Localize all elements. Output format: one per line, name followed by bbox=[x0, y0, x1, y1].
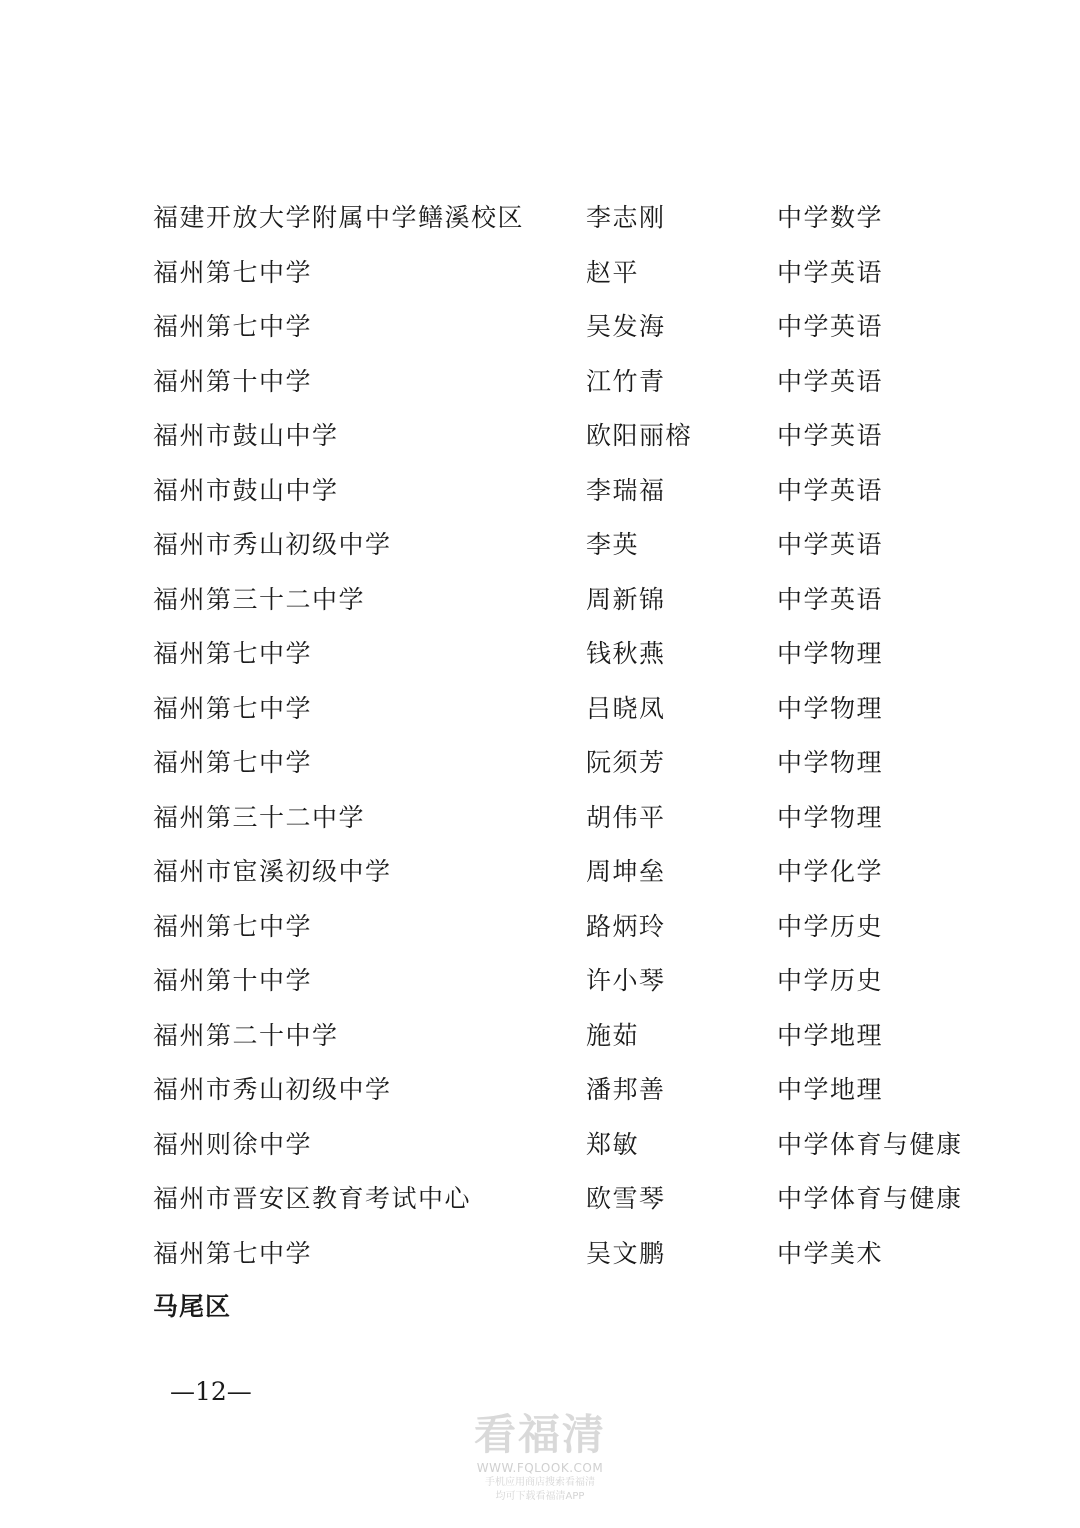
name-cell: 周新锦 bbox=[586, 584, 666, 614]
subject-cell: 中学物理 bbox=[777, 639, 884, 668]
teacher-list bbox=[0, 191, 1080, 1281]
subject-cell: 中学物理 bbox=[777, 748, 884, 777]
table-row bbox=[0, 1009, 1080, 1064]
table-row bbox=[0, 900, 1080, 955]
school-cell: 福州第十中学 bbox=[153, 966, 313, 995]
table-row bbox=[0, 300, 1080, 355]
subject-cell: 中学英语 bbox=[777, 530, 884, 559]
subject-cell: 中学英语 bbox=[777, 475, 884, 505]
watermark-line-1: 手机应用商店搜索看福清 bbox=[485, 1477, 595, 1488]
page-number: —12— bbox=[170, 1377, 252, 1406]
subject-cell: 中学物理 bbox=[777, 802, 884, 832]
school-cell: 福州第七中学 bbox=[153, 639, 313, 668]
name-cell: 周坤垒 bbox=[586, 857, 666, 886]
subject-cell: 中学体育与健康 bbox=[777, 1184, 963, 1213]
watermark bbox=[440, 1410, 640, 1504]
table-row bbox=[0, 1063, 1080, 1118]
subject-cell: 中学地理 bbox=[777, 1075, 884, 1104]
school-cell: 福州第三十二中学 bbox=[153, 584, 366, 614]
subject-cell: 中学历史 bbox=[777, 911, 884, 941]
name-cell: 潘邦善 bbox=[586, 1075, 666, 1104]
table-row bbox=[0, 464, 1080, 519]
subject-cell: 中学体育与健康 bbox=[777, 1129, 963, 1159]
name-cell: 李英 bbox=[586, 530, 640, 559]
name-cell: 欧雪琴 bbox=[586, 1184, 666, 1213]
school-cell: 福州第二十中学 bbox=[153, 1020, 339, 1050]
name-cell: 李志刚 bbox=[586, 203, 666, 232]
school-cell: 福州第七中学 bbox=[153, 693, 313, 723]
subject-cell: 中学化学 bbox=[777, 857, 884, 886]
school-cell: 福州第七中学 bbox=[153, 257, 313, 287]
name-cell: 路炳玲 bbox=[586, 911, 666, 941]
subject-cell: 中学英语 bbox=[777, 366, 884, 396]
table-row bbox=[0, 355, 1080, 410]
table-row bbox=[0, 1172, 1080, 1227]
section-title: 马尾区 bbox=[153, 1292, 232, 1321]
school-cell: 福州第七中学 bbox=[153, 911, 313, 941]
table-row bbox=[0, 736, 1080, 791]
name-cell: 吴发海 bbox=[586, 312, 666, 341]
school-cell: 福州市鼓山中学 bbox=[153, 421, 339, 450]
subject-cell: 中学英语 bbox=[777, 584, 884, 614]
school-cell: 福州第七中学 bbox=[153, 312, 313, 341]
subject-cell: 中学物理 bbox=[777, 693, 884, 723]
name-cell: 江竹青 bbox=[586, 366, 666, 396]
subject-cell: 中学英语 bbox=[777, 421, 884, 450]
school-cell: 福州市晋安区教育考试中心 bbox=[153, 1184, 472, 1213]
school-cell: 福州第三十二中学 bbox=[153, 802, 366, 832]
school-cell: 福州则徐中学 bbox=[153, 1129, 313, 1159]
table-row bbox=[0, 845, 1080, 900]
watermark-line-2: 均可下载看福清APP bbox=[495, 1491, 585, 1502]
school-cell: 福州市宦溪初级中学 bbox=[153, 857, 392, 886]
table-row bbox=[0, 1227, 1080, 1282]
table-row bbox=[0, 791, 1080, 846]
subject-cell: 中学美术 bbox=[777, 1238, 884, 1268]
subject-cell: 中学英语 bbox=[777, 257, 884, 287]
table-row bbox=[0, 573, 1080, 628]
school-cell: 福州市秀山初级中学 bbox=[153, 1075, 392, 1104]
name-cell: 胡伟平 bbox=[586, 802, 666, 832]
school-cell: 福州第十中学 bbox=[153, 366, 313, 396]
watermark-url: WWW.FQLOOK.COM bbox=[476, 1461, 604, 1475]
name-cell: 郑敏 bbox=[586, 1129, 640, 1159]
table-row bbox=[0, 246, 1080, 301]
name-cell: 施茹 bbox=[586, 1020, 640, 1050]
table-row bbox=[0, 518, 1080, 573]
school-cell: 福建开放大学附属中学鳝溪校区 bbox=[153, 203, 525, 232]
name-cell: 钱秋燕 bbox=[586, 639, 666, 668]
watermark-logo: 看福清 bbox=[473, 1410, 606, 1459]
school-cell: 福州第七中学 bbox=[153, 1238, 313, 1268]
subject-cell: 中学地理 bbox=[777, 1020, 884, 1050]
name-cell: 李瑞福 bbox=[586, 475, 666, 505]
name-cell: 赵平 bbox=[586, 257, 640, 287]
subject-cell: 中学数学 bbox=[777, 203, 884, 232]
table-row bbox=[0, 627, 1080, 682]
school-cell: 福州第七中学 bbox=[153, 748, 313, 777]
school-cell: 福州市鼓山中学 bbox=[153, 475, 339, 505]
table-row bbox=[0, 1118, 1080, 1173]
school-cell: 福州市秀山初级中学 bbox=[153, 530, 392, 559]
name-cell: 阮须芳 bbox=[586, 748, 666, 777]
table-row bbox=[0, 409, 1080, 464]
table-row bbox=[0, 682, 1080, 737]
name-cell: 吴文鹏 bbox=[586, 1238, 666, 1268]
table-row bbox=[0, 954, 1080, 1009]
subject-cell: 中学英语 bbox=[777, 312, 884, 341]
subject-cell: 中学历史 bbox=[777, 966, 884, 995]
name-cell: 欧阳丽榕 bbox=[586, 421, 693, 450]
table-row bbox=[0, 191, 1080, 246]
name-cell: 吕晓凤 bbox=[586, 693, 666, 723]
name-cell: 许小琴 bbox=[586, 966, 666, 995]
